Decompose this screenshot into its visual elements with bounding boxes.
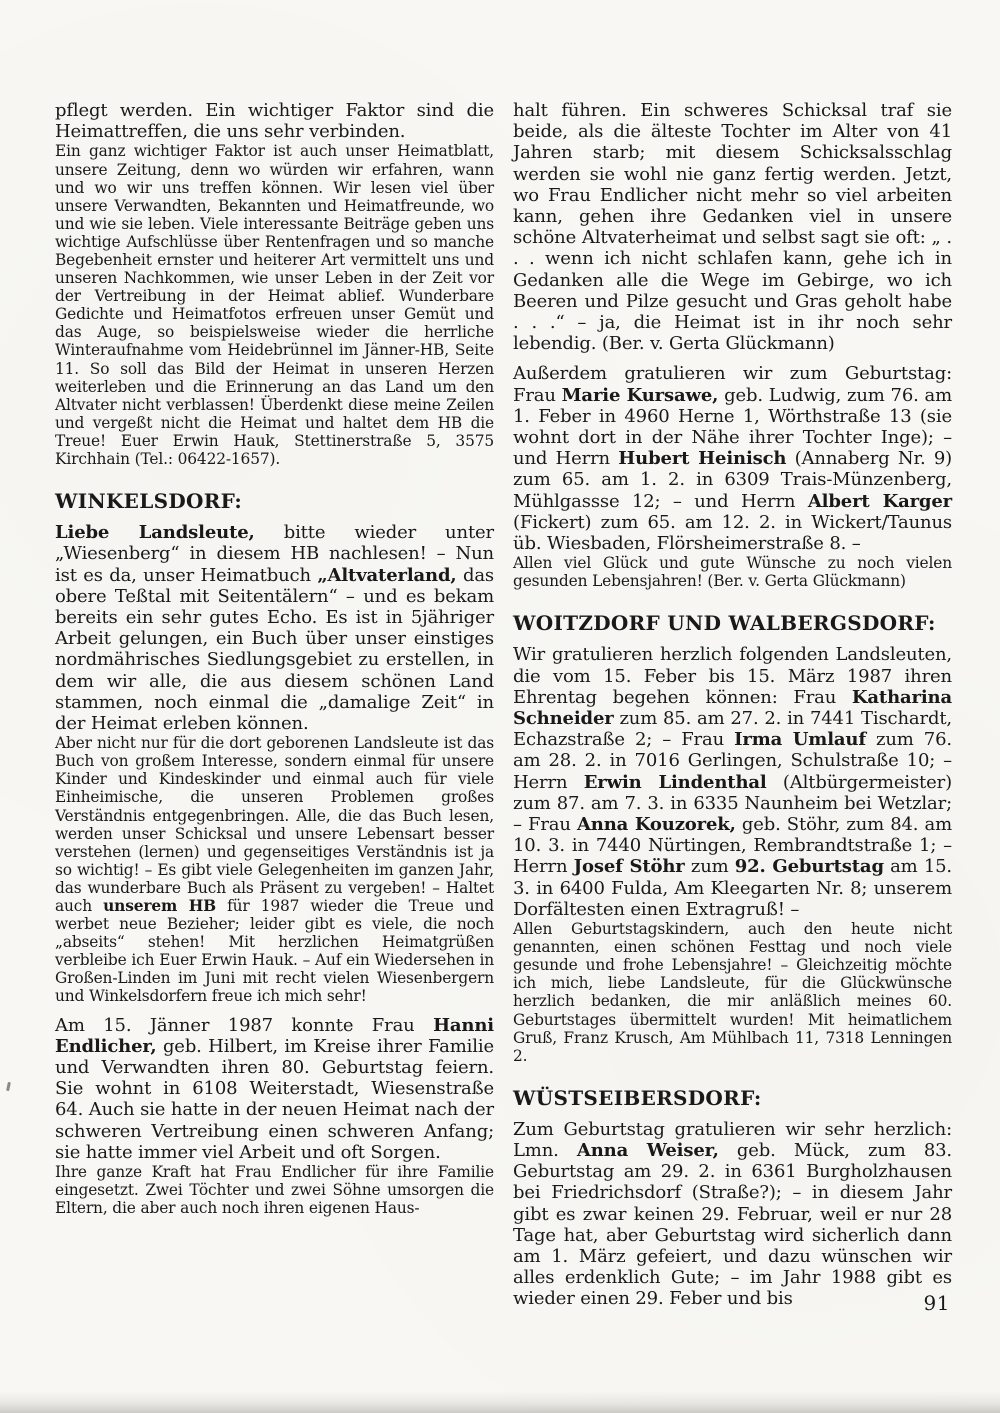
bold-text: unserem HB xyxy=(103,896,216,915)
body-text: Allen Geburtstagskindern, auch den heute nicht genannten, einen schönen Festtag und noch viele gesunde und frohe Lebensjahre! – Gleichzeitig möchte ich mich, liebe Landsleute, für die Glückwünsche herzlich bedanken, die mir anläßlich meines 60. Geburtstages übermittelt wurden! Mit heimatlichem Gruß, Franz Krusch, Am Mühlbach 11, 7318 Lenningen 2. xyxy=(513,920,952,1065)
bold-text: Albert Karger xyxy=(807,490,952,512)
bold-text: Irma Umlauf xyxy=(734,729,866,751)
paragraph xyxy=(55,100,494,142)
body-text: Wir gratulieren herzlich folgenden Landsleuten, die vom 15. Feber bis 15. März 1987 ihren Ehrentag begehen können: Frau xyxy=(513,644,952,708)
body-text: geb. Hilbert, im Kreise ihrer Familie und Verwandten ihren 80. Geburtstag feiern. Sie wohnt in 6108 Weiterstadt, Wiesenstraße 64. Auch sie hatte in der neuen Heimat nach der schweren Vertreibung einen schweren Anfang; sie hatte immer viel Arbeit und oft Sorgen. xyxy=(55,1035,494,1163)
body-text: Zum Geburtstag gratulieren wir sehr herzlich: Lmn. xyxy=(513,1118,952,1162)
paragraph xyxy=(55,734,494,1005)
bold-text: Anna Kouzorek, xyxy=(576,814,736,836)
body-text: Aber nicht nur für die dort geborenen Landsleute ist das Buch von großem Interesse, sondern einmal für unsere Kinder und Kindeskinder und einmal auch für viele Einheimische, die unseren Problemen großes Verständnis entgegenbringen. Alle, die das Buch lesen, werden unser Schicksal und unsere Lebensart besser verstehen (lernen) und gegenseitiges Verständnis ist ja so wichtig! – Es gibt viele Gelegenheiten im ganzen Jahr, das wunderbare Buch als Präsent zu vergeben! – Haltet auch xyxy=(55,734,494,915)
section-heading: WINKELSDORF: xyxy=(55,489,243,514)
bold-text: Anna Weiser, xyxy=(576,1140,719,1162)
body-text: pflegt werden. Ein wichtiger Faktor sind die Heimattreffen, die uns sehr verbinden. xyxy=(55,100,494,143)
body-text: zum 76. am 28. 2. in 7016 Gerlingen, Schulstraße 10; – Herrn xyxy=(513,729,952,793)
bold-text: 92. Geburtstag xyxy=(734,856,884,878)
left-column xyxy=(55,100,494,1310)
paragraph xyxy=(55,1163,494,1217)
body-text: zum 85. am 27. 2. in 7441 Tischardt, Echazstraße 2; – Frau xyxy=(513,708,952,751)
paragraph xyxy=(55,142,494,468)
bottom-scan-shadow xyxy=(0,1391,1000,1413)
body-text: das obere Teßtal mit Seitentälern“ – und es bekam bereits ein sehr gutes Echo. Es ist in 5jähriger Arbeit gelungen, ein Buch über unser einstiges nordmährisches Siedlungsgebiet zu erstellen, in dem wir alle, die aus diesem schönen Land stammen, noch einmal die „damalige Zeit“ in der Heimat erleben können. xyxy=(55,564,494,734)
body-text: geb. Ludwig, zum 76. am 1. Feber in 4960 Herne 1, Wörthstraße 13 (sie wohnt dort in der Nähe ihrer Tochter Inge); – und Herrn xyxy=(513,384,953,470)
scan-artifact xyxy=(6,1082,11,1091)
bold-text: Erwin Lindenthal xyxy=(583,771,767,793)
body-text: für 1987 wieder die Treue und werbet neue Bezieher; leider gibt es viele, die noch „abseits“ stehen! Mit herzlichen Heimatgrüßen verbleibe ich Euer Erwin Hauk. – Auf ein Wiedersehen in Großen-Linden im Juni mit recht vielen Wiesenbergern und Winkelsdorfern freue ich mich sehr! xyxy=(55,896,494,1006)
paragraph xyxy=(55,1015,494,1163)
paragraph xyxy=(513,554,952,590)
bold-text: Katharina Schneider xyxy=(513,686,952,730)
body-text: Ein ganz wichtiger Faktor ist auch unser Heimatblatt, unsere Zeitung, denn wo würden wir erfahren, wann und wo wir uns treffen können. Wir lesen viel über unsere Verwandten, Bekannten und Heimatfreunde, wo und wie sie leben. Viele interessante Beiträge geben uns wichtige Aufschlüsse über Rentenfragen und so manche Begebenheit ernster und heiterer Art vermittelt uns und unseren Nachkommen, wie unser Leben in der Zeit vor der Vertreibung in der Heimat ablief. Wunderbare Gedichte und Heimatfotos erfreuen unser Gemüt und das Auge, so beispielsweise wieder die herrliche Winteraufnahme vom Heidebrünnel im Jänner-HB, Seite 11. So soll das Bild der Heimat in unseren Herzen weiterleben und die Erinnerung an das Land um den Altvater nicht verblassen! Überdenkt diese meine Zeilen und vergeßt nicht die Heimat und haltet dem HB die Treue! Euer Erwin Hauk, Stettinerstraße 5, 3575 Kirchhain (Tel.: 06422-1657). xyxy=(55,142,494,468)
section-heading: WÜSTSEIBERSDORF: xyxy=(513,1085,762,1110)
body-text: zum xyxy=(684,856,735,878)
body-text: (Altbürgermeister) zum 87. am 7. 3. in 6335 Naunheim bei Wetzlar; – Frau xyxy=(513,771,952,836)
bold-text: Hubert Heinisch xyxy=(618,448,787,470)
body-text: bitte wieder unter „Wiesenberg“ in diesem HB nachlesen! – Nun ist es da, unser Heimatbuch xyxy=(55,522,494,586)
bold-text: Josef Stöhr xyxy=(573,856,685,878)
paragraph xyxy=(513,363,952,554)
paragraph xyxy=(513,1119,952,1310)
body-text: Außerdem gratulieren wir zum Geburtstag: Frau xyxy=(513,363,952,406)
body-text: (Annaberg Nr. 9) zum 65. am 1. 2. in 6309 Trais-Münzenberg, Mühlgassse 12; – und Herrn xyxy=(513,448,952,512)
body-text: geb. Stöhr, zum 84. am 10. 3. in 7440 Nürtingen, Rembrandtstraße 1; – Herrn xyxy=(513,814,953,878)
body-text: Ihre ganze Kraft hat Frau Endlicher für ihre Familie eingesetzt. Zwei Töchter und zwei Söhne umsorgen die Eltern, die aber auch noch ihren eigenen Haus- xyxy=(55,1162,494,1218)
paragraph xyxy=(55,522,494,734)
page-number: 91 xyxy=(923,1291,950,1315)
paragraph xyxy=(513,644,952,920)
body-text: Am 15. Jänner 1987 konnte Frau xyxy=(55,1014,434,1036)
paragraph xyxy=(513,920,952,1065)
section-heading: WOITZDORF UND WALBERGSDORF: xyxy=(513,611,936,636)
bold-text: „Altvaterland, xyxy=(317,564,457,586)
body-text: halt führen. Ein schweres Schicksal traf sie beide, als die älteste Tochter im Alter von 41 Jahren starb; mit diesem Schicksalsschlag werden sie wohl nie ganz fertig werden. Jetzt, wo Frau Endlicher nicht mehr so viel arbeiten kann, gehen ihre Gedanken viel in unsere schöne Altvaterheimat und selbst sagt sie oft: „ . . . wenn ich nicht schlafen kann, gehe ich in Gedanken alle die Wege im Gebirge, wo ich Beeren und Pilze gesucht und Gras geholt habe . . .“ – ja, die Heimat ist in ihr noch sehr lebendig. (Ber. v. Gerta Glückmann) xyxy=(513,100,952,355)
bold-text: Marie Kursawe, xyxy=(561,384,719,406)
body-text: geb. Mück, zum 83. Geburtstag am 29. 2. in 6361 Burgholzhausen bei Friedrichsdorf (Straße?); – in diesem Jahr gibt es zwar keinen 29. Februar, weil er nur 28 Tage hat, aber Geburtstag wird sicherlich dann am 1. März gefeiert, und dazu wünschen wir alles erdenklich Gute; – im Jahr 1988 gibt es wieder einen 29. Feber und bis xyxy=(513,1140,952,1310)
paragraph xyxy=(513,100,952,354)
bold-text: Hanni Endlicher, xyxy=(55,1014,494,1057)
right-column xyxy=(513,100,952,1310)
text-columns xyxy=(55,100,952,1310)
body-text: Allen viel Glück und gute Wünsche zu noch vielen gesunden Lebensjahren! (Ber. v. Gerta Glückmann) xyxy=(513,554,952,591)
body-text: (Fickert) zum 65. am 12. 2. in Wickert/Taunus üb. Wiesbaden, Flörsheimerstraße 8. – xyxy=(513,511,952,555)
body-text: am 15. 3. in 6400 Fulda, Am Kleegarten Nr. 8; unserem Dorfältesten einen Extragruß! – xyxy=(513,856,952,920)
bold-text: Liebe Landsleute, xyxy=(55,522,255,544)
